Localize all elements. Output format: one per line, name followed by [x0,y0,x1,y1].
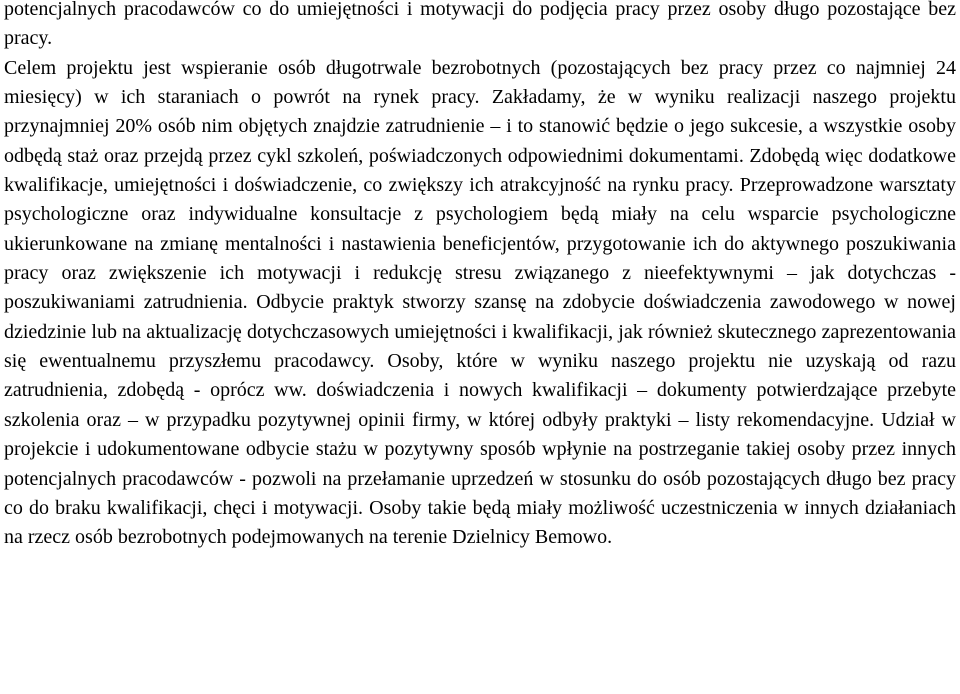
paragraph-project-goal: Celem projektu jest wspieranie osób długotrwale bezrobotnych (pozostających bez pracy przez co najmniej 24 miesięcy) w ich staraniach o powrót na rynek pracy. Zakładamy, że w wyniku realizacji naszego projektu przynajmniej 20% osób nim objętych znajdzie zatrudnienie – i to stanowić będzie o jego sukcesie, a wszystkie osoby odbędą staż oraz przejdą przez cykl szkoleń, poświadczonych odpowiednimi dokumentami. Zdobędą więc dodatkowe kwalifikacje, umiejętności i doświadczenie, co zwiększy ich atrakcyjność na rynku pracy. Przeprowadzone warsztaty psychologiczne oraz indywidualne konsultacje z psychologiem będą miały na celu wsparcie psychologiczne ukierunkowane na zmianę mentalności i nastawienia beneficjentów, przygotowanie ich do aktywnego poszukiwania pracy oraz zwiększenie ich motywacji i redukcję stresu związanego z nieefektywnymi – jak dotychczas - poszukiwaniami zatrudnienia. Odbycie praktyk stworzy szansę na zdobycie doświadczenia zawodowego w nowej dziedzinie lub na aktualizację dotychczasowych umiejętności i kwalifikacji, jak również skutecznego zaprezentowania się ewentualnemu przyszłemu pracodawcy. Osoby, które w wyniku naszego projektu nie uzyskają od razu zatrudnienia, zdobędą - oprócz ww. doświadczenia i nowych kwalifikacji – dokumenty potwierdzające przebyte szkolenia oraz – w przypadku pozytywnej opinii firmy, w której odbyły praktyki – listy rekomendacyjne. Udział w projekcie i udokumentowane odbycie stażu w pozytywny sposób wpłynie na postrzeganie takiej osoby przez innych potencjalnych pracodawców - pozwoli na przełamanie uprzedzeń w stosunku do osób pozostających długo bez pracy co do braku kwalifikacji, chęci i motywacji. Osoby takie będą miały możliwość uczestniczenia w innych działaniach na rzecz osób bezrobotnych podejmowanych na terenie Dzielnicy Bemowo. [4,56,956,549]
paragraph-intro: potencjalnych pracodawców co do umiejętności i motywacji do podjęcia pracy przez osoby długo pozostające bez pracy. [4,0,956,50]
